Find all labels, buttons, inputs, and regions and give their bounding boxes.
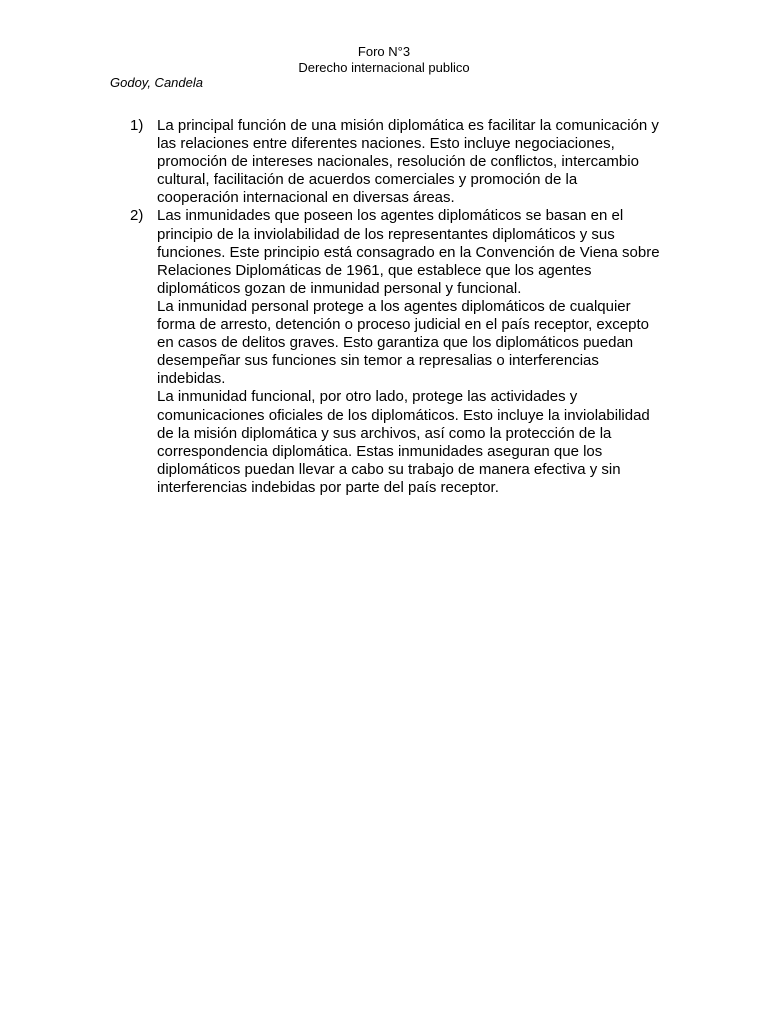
list-marker: 2) — [130, 207, 144, 225]
answer-body-2 — [157, 207, 660, 497]
answer-paragraph: La inmunidad funcional, por otro lado, protege las actividades y comunicaciones oficiales de los diplomáticos. Esto incluye la inviolabilidad de la misión diplomática y sus archivos, así como la protección de la correspondencia diplomática. Estas inmunidades aseguran que los diplomáticos puedan llevar a cabo su trabajo de manera efectiva y sin interferencias indebidas por parte del país receptor. — [157, 388, 650, 496]
document-title: Foro N°3 — [357, 44, 411, 59]
answer-body-1 — [157, 117, 660, 207]
answer-paragraph: La principal función de una misión diplomática es facilitar la comunicación y las relaciones entre diferentes naciones. Esto incluye negociaciones, promoción de intereses nacionales, resolución de conflictos, intercambio cultural, facilitación de acuerdos comerciales y promoción de la cooperación internacional en diversas áreas. — [157, 117, 659, 207]
author-name: Godoy, Candela — [110, 75, 203, 90]
list-marker: 1) — [130, 117, 144, 134]
answer-paragraph: La inmunidad personal protege a los agentes diplomáticos de cualquier forma de arresto, detención o proceso judicial en el país receptor, excepto en casos de delitos graves. Esto garantiza que los diplomáticos puedan desempeñar sus funciones sin temor a represalias o interferencias indebidas. — [157, 297, 649, 388]
answer-item-1 — [130, 117, 660, 207]
answer-item-2 — [130, 207, 660, 497]
document-subtitle: Derecho internacional publico — [298, 60, 470, 75]
answer-paragraph: Las inmunidades que poseen los agentes diplomáticos se basan en el principio de la inviolabilidad de los representantes diplomáticos y sus funciones. Este principio está consagrado en la Convención de Viena sobre Relaciones Diplomáticas de 1961, que establece que los agentes diplomáticos gozan de inmunidad personal y funcional. — [157, 207, 660, 297]
answer-list — [130, 117, 660, 497]
